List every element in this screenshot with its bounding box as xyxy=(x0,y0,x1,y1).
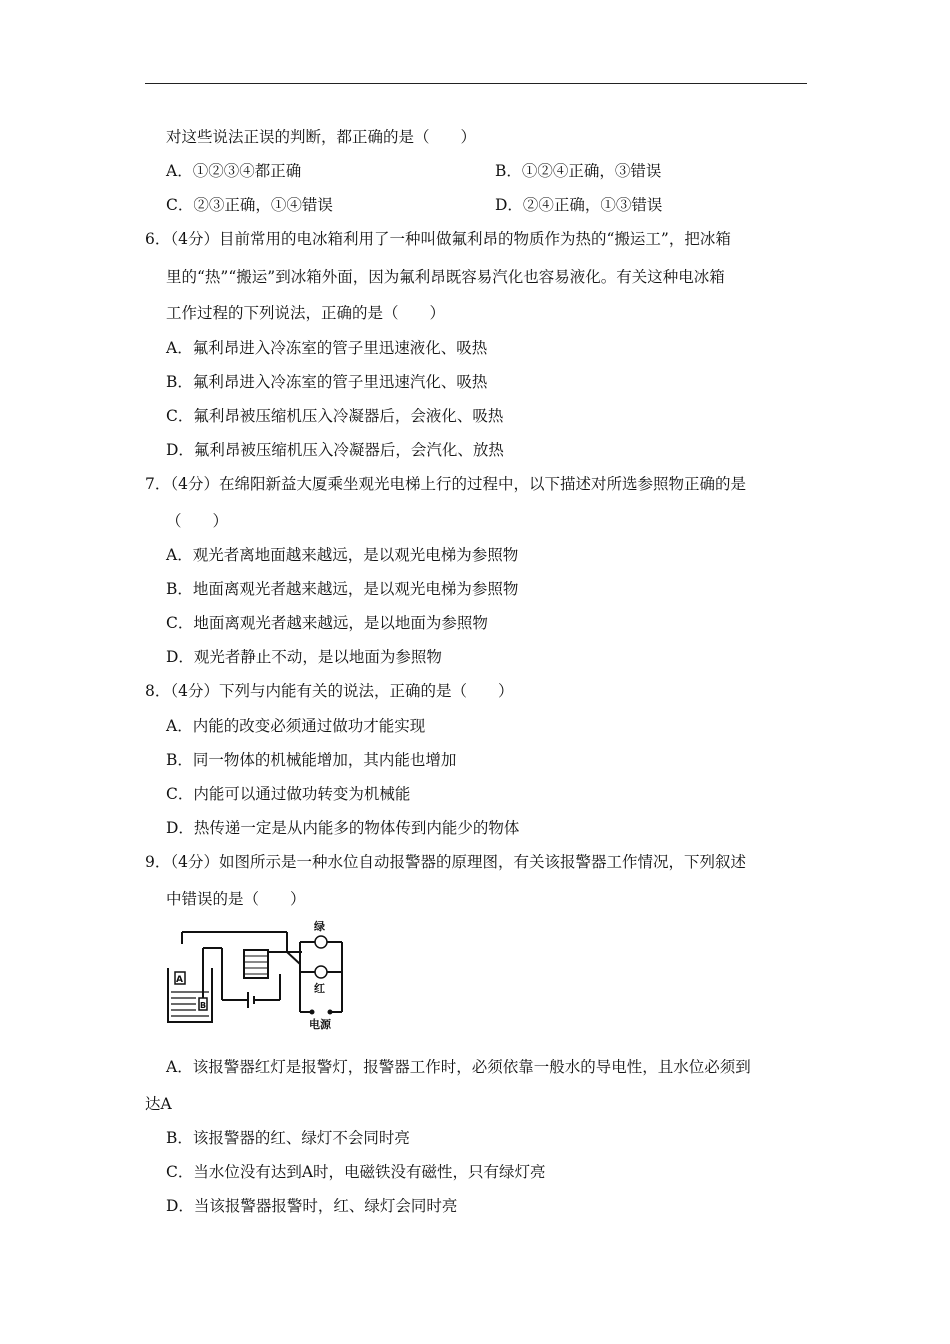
power-label: 电源 xyxy=(309,1018,331,1030)
red-lamp-icon xyxy=(315,966,327,978)
q7-option-a: A．观光者离地面越来越远，是以观光电梯为参照物 xyxy=(166,546,519,564)
water-level-alarm-diagram xyxy=(162,912,352,1030)
q8-option-b: B．同一物体的机械能增加，其内能也增加 xyxy=(166,751,457,769)
q8-option-c: C．内能可以通过做功转变为机械能 xyxy=(166,785,411,803)
q6-stem-line1: 6．（4分）目前常用的电冰箱利用了一种叫做氟利昂的物质作为热的“搬运工”，把冰箱 xyxy=(145,230,731,248)
q9-option-a-line2: 达A xyxy=(145,1095,172,1113)
q7-stem-line1: 7．（4分）在绵阳新益大厦乘坐观光电梯上行的过程中，以下描述对所选参照物正确的是 xyxy=(145,475,746,493)
q6-stem-line3: 工作过程的下列说法，正确的是（ ） xyxy=(166,304,446,322)
electrode-b-label: B xyxy=(200,1001,207,1010)
q6-option-a: A．氟利昂进入冷冻室的管子里迅速液化、吸热 xyxy=(166,339,488,357)
q7-option-b: B．地面离观光者越来越远，是以观光电梯为参照物 xyxy=(166,580,519,598)
q9-stem-line1: 9．（4分）如图所示是一种水位自动报警器的原理图，有关该报警器工作情况，下列叙述 xyxy=(145,853,746,871)
q5-option-c: C．②③正确，①④错误 xyxy=(166,196,333,214)
q5-option-a: A．①②③④都正确 xyxy=(166,162,302,180)
q6-option-d: D．氟利昂被压缩机压入冷凝器后，会汽化、放热 xyxy=(166,441,504,459)
green-lamp-label: 绿 xyxy=(314,920,325,933)
q5-option-d: D．②④正确，①③错误 xyxy=(495,196,663,214)
header-rule xyxy=(145,83,807,84)
q9-stem-line2: 中错误的是（ ） xyxy=(166,890,306,908)
green-lamp-icon xyxy=(315,936,327,948)
q6-option-c: C．氟利昂被压缩机压入冷凝器后，会液化、吸热 xyxy=(166,407,504,425)
electrode-a-label: A xyxy=(176,975,183,985)
red-lamp-label: 红 xyxy=(314,982,325,995)
q8-stem: 8．（4分）下列与内能有关的说法，正确的是（ ） xyxy=(145,682,514,700)
q6-stem-line2: 里的“热”“搬运”到冰箱外面，因为氟利昂既容易汽化也容易液化。有关这种电冰箱 xyxy=(166,268,725,286)
q6-option-b: B．氟利昂进入冷冻室的管子里迅速汽化、吸热 xyxy=(166,373,488,391)
q7-stem-line2: （ ） xyxy=(166,512,229,530)
q9-option-c: C．当水位没有达到A时，电磁铁没有磁性，只有绿灯亮 xyxy=(166,1163,546,1181)
q9-option-a-line1: A．该报警器红灯是报警灯，报警器工作时，必须依靠一般水的导电性，且水位必须到 xyxy=(166,1058,751,1076)
q7-option-d: D．观光者静止不动，是以地面为参照物 xyxy=(166,648,442,666)
q5-option-b: B．①②④正确，③错误 xyxy=(495,162,662,180)
q5-stem: 对这些说法正误的判断，都正确的是（ ） xyxy=(166,128,477,146)
q8-option-d: D．热传递一定是从内能多的物体传到内能少的物体 xyxy=(166,819,520,837)
q9-option-b: B．该报警器的红、绿灯不会同时亮 xyxy=(166,1129,410,1147)
q9-option-d: D．当该报警器报警时，红、绿灯会同时亮 xyxy=(166,1197,458,1215)
q8-option-a: A．内能的改变必须通过做功才能实现 xyxy=(166,717,426,735)
q7-option-c: C．地面离观光者越来越远，是以地面为参照物 xyxy=(166,614,488,632)
